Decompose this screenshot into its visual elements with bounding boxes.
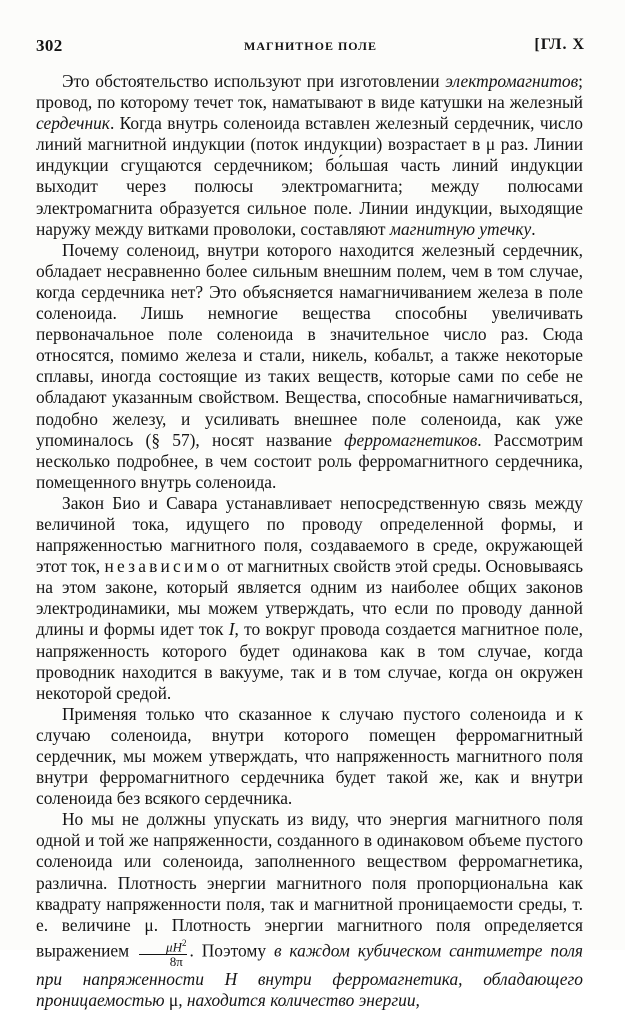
paragraph-4 xyxy=(36,704,583,809)
text-run: Применяя только что сказанное к случаю пустого соленоида и к случаю соленоида, внутри которого помещен ферромагнитный сердечник, мы можем утверждать, что напряженность магнитного поля внутри ферромагнитного сердечника будет такой же, как и внутри соленоида без всякого сердечника. xyxy=(36,703,583,809)
italic-statement: в каждом кубическом сантиметре поля при напряженности H внутри ферромагнетика, обладающего проницаемостью xyxy=(36,940,584,1011)
italic-term: ферромагнетиков xyxy=(344,429,478,450)
page-header xyxy=(36,36,585,60)
text-run: . Поэтому xyxy=(189,940,274,961)
text-run: Но мы не должны упускать из виду, что энергия магнитного поля одной и той же напряженности, созданного в одинаковом объеме пустого соленоида или соленоида, заполненного веществом ферромагнетика, различна. Плотность энергии магнитного поля пропорциональна как квадрату напряженности поля, так и магнитной проницаемости среды, т. е. величине μ. Плотность энергии магнитного поля определяется выражением xyxy=(36,809,583,961)
paragraph-5 xyxy=(36,809,583,1011)
italic-statement: , находится количество энергии, xyxy=(178,990,420,1011)
italic-term: сердечник xyxy=(36,113,110,134)
text-run: Это обстоятельство используют при изготовлении xyxy=(62,71,446,91)
text-run: . Когда внутрь соленоида вставлен железный сердечник, число линий магнитной индукции (поток индукции) возрастает в μ раз. Линии индукции сгущаются сердечником; бо́льшая часть линий индукции выходит через полюсы электромагнита; между полюсами электромагнита образуется сильное поле. Линии индукции, выходящие наружу между витками проволоки, составляют xyxy=(36,113,583,239)
text-run: μ xyxy=(168,990,179,1011)
text-run: от магнитных свойств этой среды. Основываясь на этом законе, который является одним из наиболее общих законов электродинамики, мы можем утверждать, что если по проводу данной длины и формы идет ток xyxy=(36,556,584,640)
text-run: . xyxy=(531,218,536,239)
text-run: ; провод, по которому течет ток, наматывают в виде катушки на железный xyxy=(36,71,583,113)
page-number: 302 xyxy=(36,36,63,55)
text-run: , то вокруг провода создается магнитное поле, напряженность которого будет одинакова как в том случае, когда проводник находится в вакууме, так и в том случае, когда он окружен некоторой средой. xyxy=(36,619,583,703)
page-body xyxy=(36,71,583,1011)
chapter-reference: [ГЛ. X xyxy=(534,36,585,53)
text-run: Закон Био и Савара устанавливает непосредственную связь между величиной тока, идущего по проводу определенной формы, и напряженностью магнитного поля, создаваемого в среде, окружающей этот ток, xyxy=(36,492,583,577)
italic-term: магнитную утечку xyxy=(389,218,532,239)
paragraph-1 xyxy=(36,71,583,240)
spaced-emphasis: независимо xyxy=(104,556,223,577)
paragraph-2 xyxy=(36,240,583,493)
formula-numerator-text: μH xyxy=(166,939,182,955)
energy-density-formula xyxy=(139,936,187,969)
text-run: Почему соленоид, внутри которого находится железный сердечник, обладает несравненно более сильным внешним полем, чем в том случае, когда сердечника нет? Это объясняется намагничиванием железа в поле соленоида. Лишь немногие вещества способны увеличивать первоначальное поле соленоида в значительное число раз. Сюда относятся, помимо железа и стали, никель, кобальт, а также некоторые сплавы, иногда состоящие из таких веществ, которые сами по себе не обладают указанным свойством. Вещества, способные намагничиваться, подобно железу, и усиливать внешнее поле соленоида, как уже упоминалось (§ 57), носят название xyxy=(36,239,583,450)
paragraph-3 xyxy=(36,493,583,704)
running-title: МАГНИТНОЕ ПОЛЕ xyxy=(244,39,377,53)
formula-numerator xyxy=(139,936,187,955)
formula-denominator: 8π xyxy=(169,954,183,970)
text-run: . Рассмотрим несколько подробнее, в чем состоит роль ферромагнитного сердечника, помещенного внутрь соленоида. xyxy=(36,429,583,492)
italic-variable: I xyxy=(228,619,235,640)
formula-exponent: 2 xyxy=(181,937,187,948)
italic-term: электромагнитов xyxy=(445,71,579,91)
